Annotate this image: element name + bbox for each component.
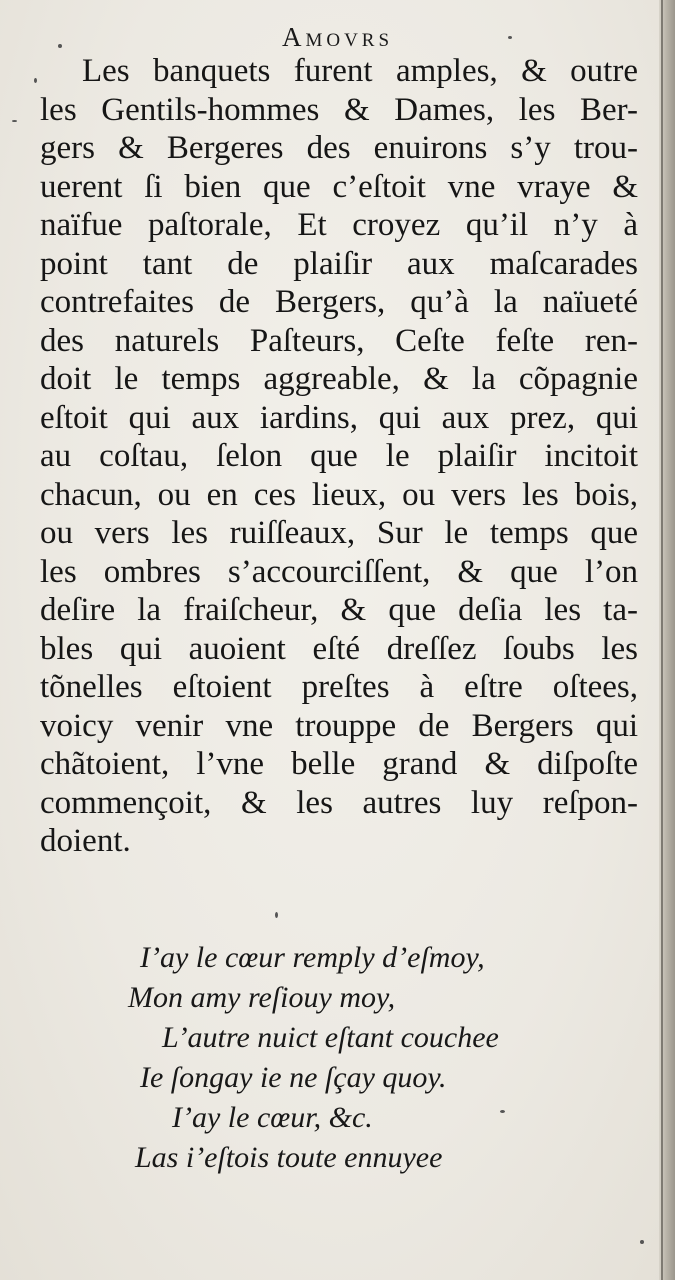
ink-speck (12, 120, 17, 122)
prose-paragraph (40, 52, 638, 861)
text-line: contrefaites de Bergers, qu’à la naïueté (40, 284, 638, 320)
text-line: point tant de plaiſir aux maſcarades (40, 245, 638, 282)
text-line: au coſtau, ſelon que le plaiſir incitoit (40, 438, 638, 474)
ink-speck (508, 36, 512, 39)
text-line: chãtoient, l’vne belle grand & diſpoſte (40, 746, 638, 782)
text-line: les ombres s’accourciſſent, & que l’on (40, 553, 638, 590)
text-line: deſire la fraiſcheur, & que deſia les ta- (40, 592, 638, 628)
verse-line: I’ay le cœur remply d’eſmoy, (140, 941, 485, 974)
text-line: chacun, ou en ces lieux, ou vers les bois, (40, 476, 638, 513)
ink-speck (640, 1240, 644, 1244)
text-line: eſtoit qui aux iardins, qui aux prez, qui (40, 399, 638, 436)
text-line: doient. (40, 823, 131, 859)
ink-speck (500, 1110, 505, 1113)
text-line: gers & Bergeres des enuirons s’y trou- (40, 130, 638, 166)
verse-line: Las i’eſtois toute ennuyee (135, 1141, 443, 1174)
text-line: bles qui auoient eſté dreſſez ſoubs les (40, 630, 638, 667)
verse-line: Ie ſongay ie ne ſçay quoy. (140, 1061, 447, 1094)
verse-line: L’autre nuict eſtant couchee (162, 1021, 499, 1054)
ink-speck (58, 44, 62, 48)
ink-speck (275, 912, 278, 918)
song-verse (0, 938, 675, 1178)
text-line: ou vers les ruiſſeaux, Sur le temps que (40, 515, 638, 551)
ink-speck (34, 78, 37, 83)
verse-line: I’ay le cœur, &c. (172, 1101, 373, 1134)
text-line: uerent ſi bien que c’eſtoit vne vraye & (40, 168, 638, 205)
text-line: commençoit, & les autres luy reſpon- (40, 784, 638, 821)
text-line: doit le temps aggreable, & la cõpagnie (40, 361, 638, 397)
text-line: naïfue paſtorale, Et croyez qu’il n’y à (40, 207, 638, 243)
text-line: Les banquets furent amples, & outre (82, 53, 638, 89)
verse-line: Mon amy reſiouy moy, (128, 981, 396, 1014)
text-line: tõnelles eſtoient preſtes à eſtre oſtees, (40, 669, 638, 705)
text-line: des naturels Paſteurs, Ceſte feſte ren- (40, 322, 638, 359)
running-header: Amovrs (281, 22, 394, 52)
text-line: voicy venir vne trouppe de Bergers qui (40, 707, 638, 744)
text-line: les Gentils-hommes & Dames, les Ber- (40, 91, 638, 128)
